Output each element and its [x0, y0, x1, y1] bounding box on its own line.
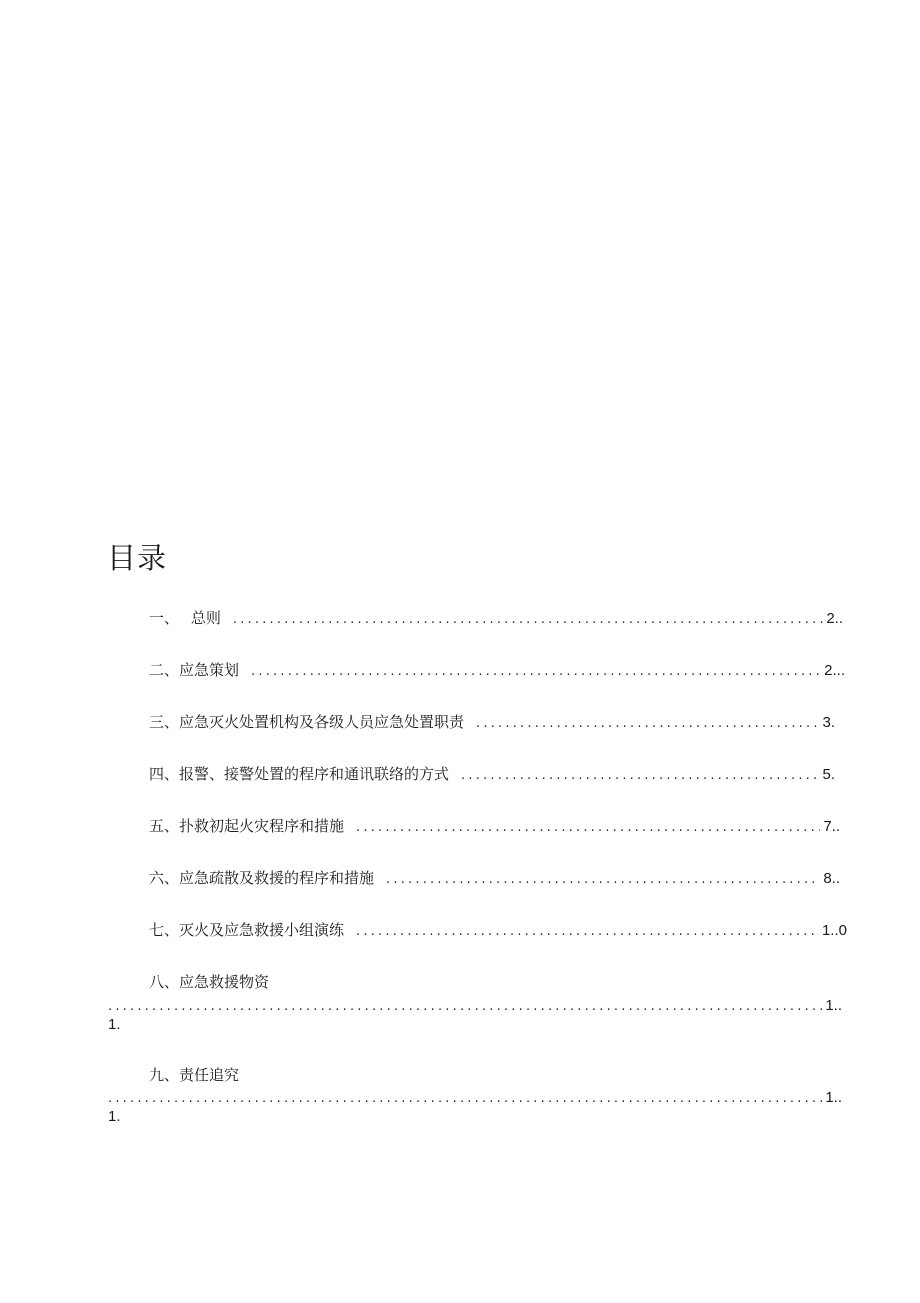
toc-entry-page: 1.. — [825, 997, 842, 1014]
toc-entry-page: 3. — [822, 714, 835, 731]
toc-leader-dots — [251, 660, 821, 684]
toc-entry-label: 应急救援物资 — [179, 973, 270, 991]
toc-entry-page: 5. — [822, 766, 835, 783]
page-title: 目录 — [107, 541, 168, 575]
toc-entry-number: 二、 — [149, 661, 180, 679]
toc-entry-9-leader[interactable] — [108, 1086, 842, 1110]
toc-entry-1[interactable] — [149, 606, 843, 630]
toc-entry-page-continued: 1. — [108, 1108, 121, 1125]
toc-entry-number: 八、 — [149, 973, 180, 991]
toc-entry-9-heading[interactable] — [149, 1063, 449, 1087]
toc-entry-page: 1.. — [825, 1089, 842, 1106]
toc-entry-number: 一、 — [149, 609, 180, 627]
toc-leader-dots — [461, 764, 819, 788]
toc-entry-number: 四、 — [149, 765, 180, 783]
toc-entry-4[interactable] — [149, 762, 835, 786]
toc-leader-dots — [233, 608, 823, 632]
toc-leader-dots — [476, 712, 819, 736]
toc-entry-6[interactable] — [149, 866, 840, 890]
toc-entry-label: 应急策划 — [179, 661, 240, 679]
toc-entry-label: 扑救初起火灾程序和措施 — [179, 817, 345, 835]
toc-entry-label: 总则 — [190, 609, 221, 627]
toc-leader-dots — [356, 816, 820, 840]
toc-entry-number: 七、 — [149, 921, 180, 939]
toc-leader-dots — [108, 1087, 822, 1111]
toc-entry-3[interactable] — [149, 710, 835, 734]
toc-entry-page: 2... — [824, 662, 845, 679]
toc-entry-8-heading[interactable] — [149, 970, 449, 994]
toc-entry-number: 六、 — [149, 869, 180, 887]
toc-entry-label: 报警、接警处置的程序和通讯联络的方式 — [179, 765, 450, 783]
toc-entry-page: 1..0 — [821, 922, 847, 939]
toc-entry-label: 应急灭火处置机构及各级人员应急处置职责 — [179, 713, 465, 731]
toc-leader-dots — [356, 920, 819, 944]
toc-entry-label: 应急疏散及救援的程序和措施 — [179, 869, 375, 887]
toc-entry-label: 责任追究 — [179, 1066, 240, 1084]
toc-entry-number: 五、 — [149, 817, 180, 835]
toc-entry-2[interactable] — [149, 658, 845, 682]
toc-entry-8-leader[interactable] — [108, 994, 842, 1018]
toc-entry-label: 灭火及应急救援小组演练 — [179, 921, 345, 939]
toc-entry-7[interactable] — [149, 918, 847, 942]
toc-entry-number: 九、 — [149, 1066, 180, 1084]
toc-entry-page-continued: 1. — [108, 1016, 121, 1033]
toc-leader-dots — [108, 995, 822, 1019]
toc-entry-5[interactable] — [149, 814, 840, 838]
toc-entry-page: 8.. — [823, 870, 840, 887]
toc-leader-dots — [386, 868, 820, 892]
toc-entry-number: 三、 — [149, 713, 180, 731]
toc-entry-page: 7.. — [823, 818, 840, 835]
toc-entry-page: 2.. — [826, 610, 843, 627]
